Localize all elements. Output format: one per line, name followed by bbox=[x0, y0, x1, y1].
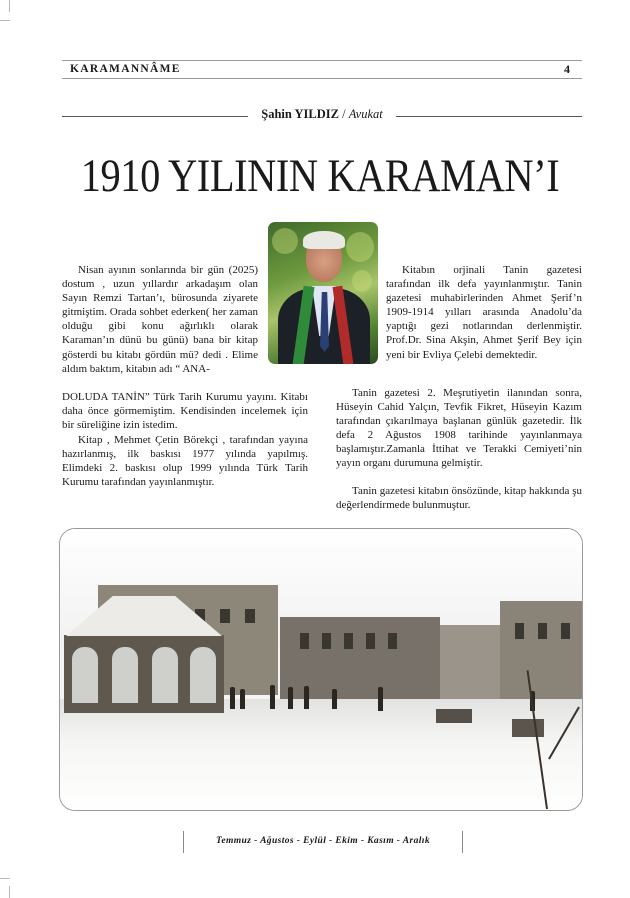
photo-person bbox=[288, 687, 293, 709]
byline-rule-right bbox=[396, 116, 582, 117]
author-portrait bbox=[268, 222, 378, 364]
photo-person bbox=[230, 687, 235, 709]
photo-kiosk-arch bbox=[152, 647, 178, 703]
photo-window bbox=[245, 609, 255, 623]
article-headline: 1910 YILININ KARAMAN’I bbox=[80, 150, 560, 202]
paragraph-right-3: Tanin gazetesi kitabın önsözünde, kitap hakkında şu değerlendirmede bulunmuştur. bbox=[336, 485, 582, 512]
photo-window bbox=[300, 633, 309, 649]
portrait-foliage bbox=[352, 270, 372, 292]
photo-person bbox=[378, 687, 383, 711]
historical-town-square-photo bbox=[59, 528, 583, 811]
photo-building bbox=[440, 625, 500, 703]
paragraph-right-2: Tanin gazetesi 2. Meşrutiyetin ilanından sonra, Hüseyin Cahid Yalçın, Tevfik Fikret, Hüseyin Kazım tarafından çıkarılmaya başlanan günlük gazetedir. İlk defa 2 Ağustos 1908 tarihinde yayınlanmaya başlamıştır.Zamanla İttihat ve Terakki Cemiyeti’nin yayın organı durumuna gelmiştir. bbox=[336, 387, 582, 470]
byline-separator: / bbox=[338, 107, 349, 121]
paragraph-left-1: Nisan ayının sonlarında bir gün (2025) dostum , uzun yıllardır arkadaşım olan Sayın Remzi Tartan’ı, bürosunda ziyarete gitmiştim. Orada sohbet ederken( her zaman olduğu gibi konu ağırlıklı olarak Karaman’ın dünü bu günü) bana bir kitap gösterdi bu kitabı gördün mü? dedi . Elime aldım baktım, kitabın adı “ ANA- bbox=[62, 264, 258, 375]
footer-months: Temmuz - Ağustos - Eylül - Ekim - Kasım - Aralık bbox=[216, 836, 430, 846]
photo-cart bbox=[512, 719, 544, 737]
photo-snow-ground bbox=[60, 699, 582, 811]
paragraph-left-2: Kitap , Mehmet Çetin Börekçi , tarafından yayına hazırlanmış, ilk baskısı 1977 yılında yapılmış. Elimdeki 2. baskısı olup 1999 yılında Türk Tarih Kurumu tarafından yayınlanmıştır. bbox=[62, 434, 308, 489]
photo-person bbox=[240, 689, 245, 709]
crop-mark-top-left-h bbox=[0, 20, 10, 21]
author-name: Şahin YILDIZ bbox=[261, 107, 339, 121]
photo-window bbox=[366, 633, 375, 649]
photo-window bbox=[220, 609, 230, 623]
paragraph-left-1-continued: DOLUDA TANİN” Türk Tarih Kurumu yayını. Kitabı daha önce görmemiştim. Kendisinden incelemek için bir süreliğine izin istedim. bbox=[62, 391, 308, 432]
byline-rule-left bbox=[62, 116, 248, 117]
magazine-title: KARAMANNÂME bbox=[70, 63, 181, 75]
photo-person bbox=[304, 686, 309, 709]
byline-text bbox=[252, 107, 392, 122]
photo-window bbox=[388, 633, 397, 649]
portrait-hair bbox=[303, 231, 345, 249]
portrait-foliage bbox=[346, 232, 374, 262]
photo-window bbox=[561, 623, 570, 639]
page-number: 4 bbox=[564, 62, 570, 76]
author-role: Avukat bbox=[348, 107, 383, 121]
photo-window bbox=[538, 623, 547, 639]
photo-window bbox=[344, 633, 353, 649]
crop-mark-bottom-left-h bbox=[0, 878, 10, 879]
photo-window bbox=[515, 623, 524, 639]
crop-mark-bottom-left-v bbox=[9, 886, 10, 898]
photo-person bbox=[270, 685, 275, 709]
photo-building bbox=[500, 601, 583, 705]
byline bbox=[62, 107, 582, 123]
photo-person bbox=[332, 689, 337, 709]
photo-window bbox=[322, 633, 331, 649]
running-header bbox=[62, 60, 582, 79]
photo-kiosk-arch bbox=[112, 647, 138, 703]
portrait-foliage bbox=[272, 228, 298, 254]
photo-cart bbox=[436, 709, 472, 723]
paragraph-right-1: Kitabın orjinali Tanin gazetesi tarafından ilk defa yayınlanmıştır. Tanin gazetesi muhabirlerinden Ahmet Şerif’n 1909-1914 yılları arasında Anadolu’da yaptığı gezi notlarından derlenmiştir. Prof.Dr. Sina Akşin, Ahmet Şerif Bey için yeni bir Evliya Çelebi demektedir. bbox=[386, 264, 582, 361]
photo-kiosk-arch bbox=[72, 647, 98, 703]
crop-mark-top-left-v bbox=[9, 0, 10, 12]
photo-kiosk-arch bbox=[190, 647, 216, 703]
page-footer bbox=[183, 831, 463, 853]
